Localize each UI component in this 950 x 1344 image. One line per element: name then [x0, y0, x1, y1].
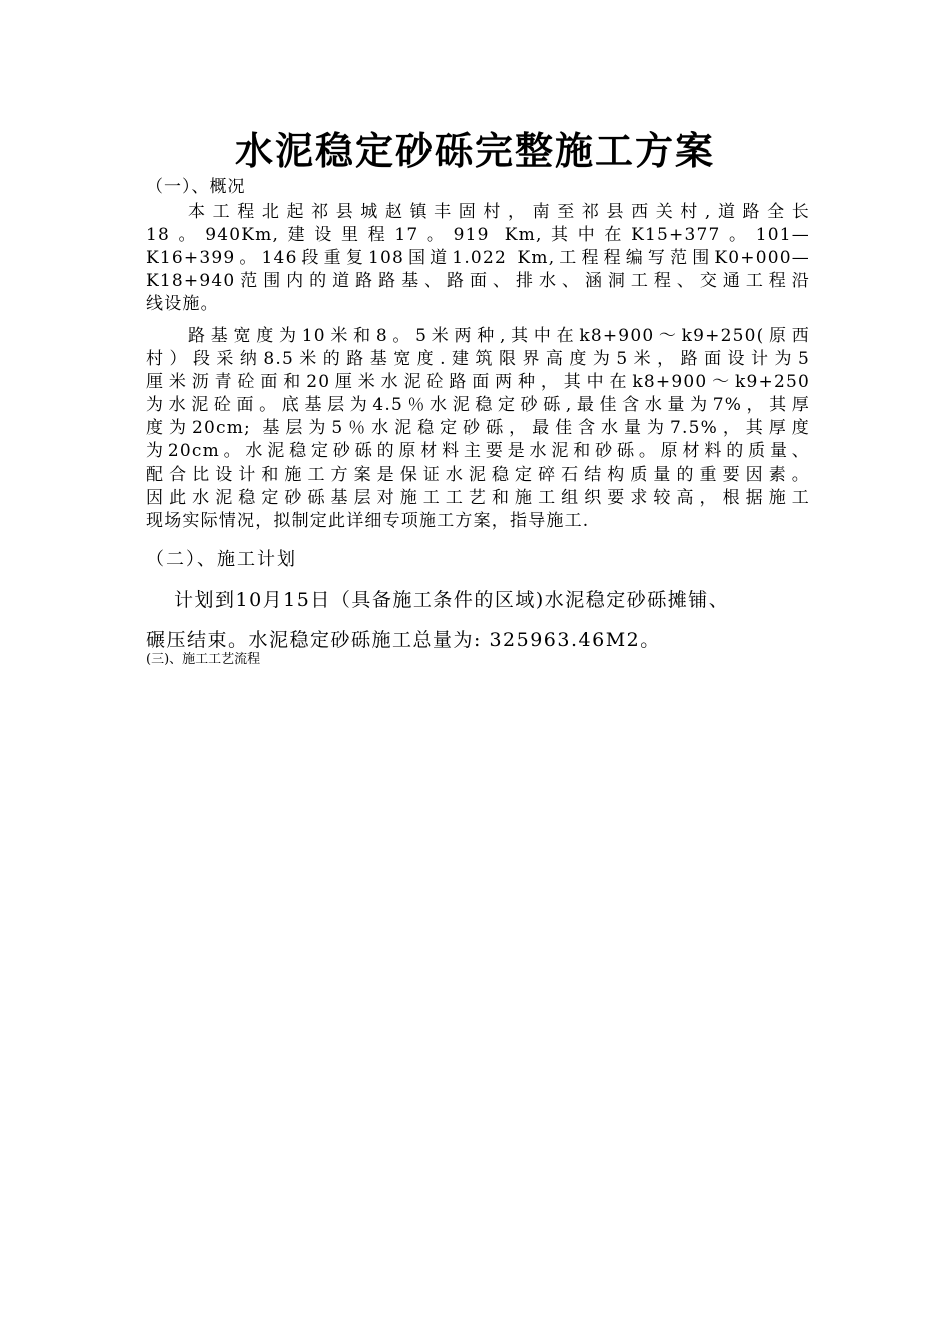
text-line: 路基宽度为10米和8。5米两种,其中在k8+900～k9+250(原西 [188, 326, 810, 346]
text-line: 为20cm。水泥稳定砂砾的原材料主要是水泥和砂砾。原材料的质量、 [146, 441, 810, 462]
text-line: 厘米沥青砼面和20厘米水泥砼路面两种，其中在k8+900～k9+250 [146, 372, 810, 393]
text-line: 度为20cm; 基层为5％水泥稳定砂砾，最佳含水量为7.5%，其厚度 [146, 418, 810, 439]
text-line: 村）段采纳8.5米的路基宽度.建筑限界高度为5米，路面设计为5 [146, 349, 810, 370]
text-line: K18+940范围内的道路路基、路面、排水、涵洞工程、交通工程沿 [146, 271, 810, 292]
document-title: 水泥稳定砂砾完整施工方案 [234, 129, 715, 173]
paragraph-construction-plan [146, 580, 826, 660]
section-heading-overview: （一）、概况 [146, 177, 246, 197]
text-line: K16+399。146段重复108国道1.022 Km,工程程编写范围K0+000— [146, 248, 810, 269]
text-line: 计划到10月15日（具备施工条件的区域)水泥稳定砂砾摊铺、 [174, 589, 730, 611]
text-line: 为水泥砼面。底基层为4.5％水泥稳定砂砾,最佳含水量为7%，其厚 [146, 395, 810, 416]
text-line: 因此水泥稳定砂砾基层对施工工艺和施工组织要求较高，根据施工 [146, 487, 810, 508]
text-line: 线设施。 [146, 294, 219, 315]
text-line: 配合比设计和施工方案是保证水泥稳定碎石结构质量的重要因素。 [146, 464, 810, 485]
section-heading-process-flow: (三)、施工工艺流程 [146, 652, 261, 667]
text-line: 本工程北起祁县城赵镇丰固村，南至祁县西关村,道路全长 [188, 202, 810, 222]
paragraph-project-overview [146, 201, 810, 316]
text-line: 现场实际情况，拟制定此详细专项施工方案，指导施工. [146, 510, 590, 531]
paragraph-roadbed-description [146, 325, 810, 533]
section-heading-construction-plan: （二）、施工计划 [146, 549, 297, 570]
text-line: 18。940Km,建设里程17。919 Km,其中在K15+377。101— [146, 225, 810, 246]
text-line: 碾压结束。水泥稳定砂砾施工总量为: 325963.46M2。 [146, 629, 661, 651]
